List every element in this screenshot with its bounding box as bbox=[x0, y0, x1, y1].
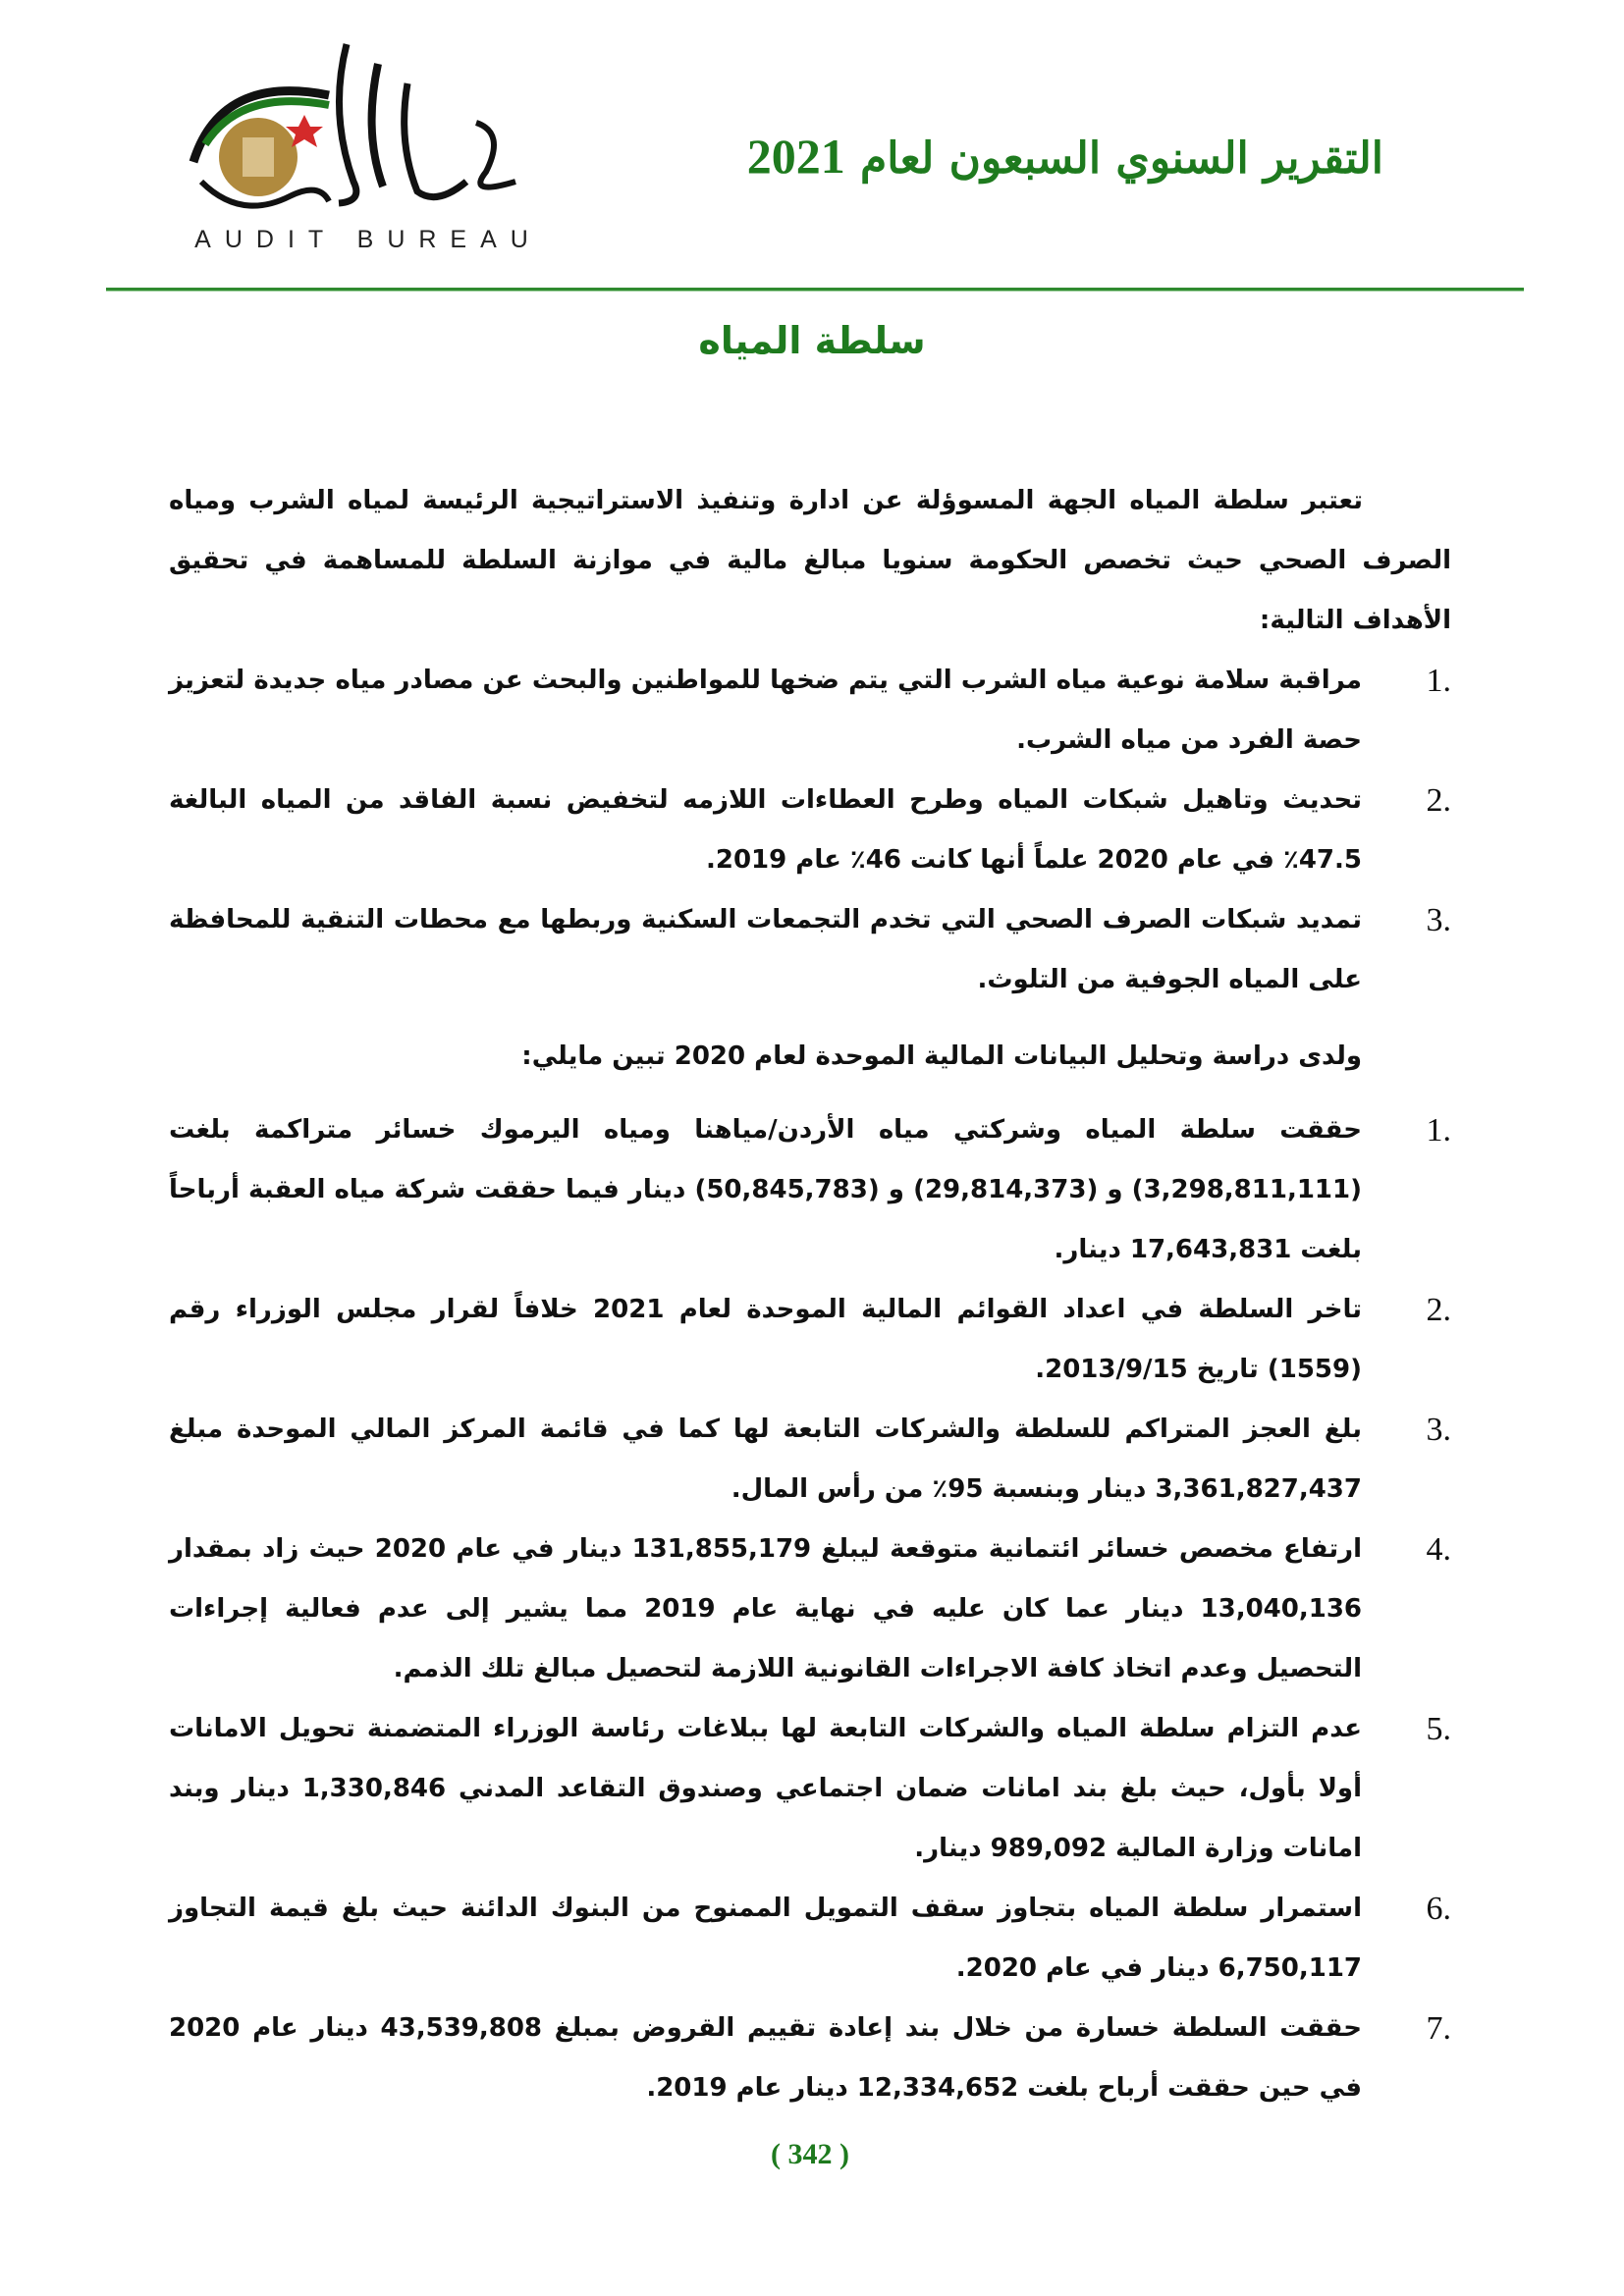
item-number: 2. bbox=[1426, 1292, 1451, 1328]
findings-lead: ولدى دراسة وتحليل البيانات المالية الموحدة لعام 2020 تبين مايلي: bbox=[521, 1041, 1362, 1071]
report-body bbox=[169, 471, 1451, 2171]
item-number: 6. bbox=[1426, 1891, 1451, 1927]
item-text: حققت السلطة خسارة من خلال بند إعادة تقييم القروض بمبلغ 43,539,808 دينار عام 2020 في حين حققت أرباح بلغت 12,334,652 دينار عام 2019. bbox=[169, 2013, 1362, 2103]
item-text: عدم التزام سلطة المياه والشركات التابعة لها ببلاغات رئاسة الوزراء المتضمنة تحويل الامانات أولا بأول، حيث بلغ بند امانات ضمان اجتماعي وصندوق التقاعد المدني 1,330,846 دينار وبند امانات وزارة المالية 989,092 دينار. bbox=[169, 1714, 1363, 1863]
item-text: مراقبة سلامة نوعية مياه الشرب التي يتم ضخها للمواطنين والبحث عن مصادر مياه جديدة لتعزيز حصة الفرد من مياه الشرب. bbox=[169, 666, 1362, 755]
finding-item bbox=[169, 1100, 1451, 1280]
report-title-text: التقرير السنوي السبعون لعام bbox=[860, 133, 1383, 184]
item-text: تمديد شبكات الصرف الصحي التي تخدم التجمعات السكنية وربطها مع محطات التنقية للمحافظة على المياه الجوفية من التلوث. bbox=[169, 905, 1362, 994]
finding-item bbox=[169, 1520, 1451, 1699]
item-number: 5. bbox=[1426, 1711, 1451, 1747]
header-divider bbox=[106, 288, 1524, 292]
item-number: 3. bbox=[1426, 1412, 1451, 1448]
logo-text: AUDIT BUREAU bbox=[194, 226, 542, 253]
intro-paragraph: تعتبر سلطة المياه الجهة المسوؤلة عن ادارة وتنفيذ الاستراتيجية الرئيسة لمياه الشرب ومياه الصرف الصحي حيث تخصص الحكومة سنويا مبالغ مالية في موازنة السلطة للمساهمة في تحقيق الأهداف التالية: bbox=[169, 486, 1451, 635]
logo-emblem-icon bbox=[182, 34, 555, 226]
item-text: بلغ العجز المتراكم للسلطة والشركات التابعة لها كما في قائمة المركز المالي الموحدة مبلغ 3,361,827,437 دينار وبنسبة 95٪ من رأس المال. bbox=[169, 1415, 1362, 1504]
page-number: ( 342 ) bbox=[771, 2138, 849, 2170]
finding-item bbox=[169, 1400, 1451, 1520]
goal-item bbox=[169, 890, 1451, 1010]
goal-item bbox=[169, 771, 1451, 890]
item-number: 1. bbox=[1426, 663, 1451, 699]
report-year: 2021 bbox=[746, 129, 845, 184]
item-number: 1. bbox=[1426, 1112, 1451, 1148]
report-title bbox=[747, 128, 1383, 185]
finding-item bbox=[169, 1879, 1451, 1999]
finding-item bbox=[169, 1699, 1451, 1879]
finding-item bbox=[169, 1280, 1451, 1400]
section-title: سلطة المياه bbox=[698, 319, 926, 362]
item-text: تاخر السلطة في اعداد القوائم المالية الموحدة لعام 2021 خلافاً لقرار مجلس الوزراء رقم (1559) تاريخ 2013/9/15. bbox=[169, 1295, 1362, 1384]
item-text: استمرار سلطة المياه بتجاوز سقف التمويل الممنوح من البنوك الدائنة حيث بلغ قيمة التجاوز 6,750,117 دينار في عام 2020. bbox=[169, 1894, 1362, 1983]
finding-item bbox=[169, 1999, 1451, 2118]
item-number: 2. bbox=[1426, 782, 1451, 819]
item-text: تحديث وتاهيل شبكات المياه وطرح العطاءات اللازمه لتخفيض نسبة الفاقد من المياه البالغة 47.5٪ في عام 2020 علماً أنها كانت 46٪ عام 2019. bbox=[169, 785, 1362, 875]
item-number: 3. bbox=[1426, 902, 1451, 938]
audit-bureau-logo bbox=[182, 34, 555, 255]
item-text: حققت سلطة المياه وشركتي مياه الأردن/مياهنا ومياه اليرموك خسائر متراكمة بلغت (3,298,811,111) و (29,814,373) و (50,845,783) دينار فيما حققت شركة مياه العقبة أرباحاً بلغت 17,643,831 دينار. bbox=[169, 1115, 1362, 1264]
item-text: ارتفاع مخصص خسائر ائتمانية متوقعة ليبلغ 131,855,179 دينار في عام 2020 حيث زاد بمقدار 13,040,136 دينار عما كان عليه في نهاية عام 2019 مما يشير إلى عدم فعالية إجراءات التحصيل وعدم اتخاذ كافة الاجراءات القانونية اللازمة لتحصيل مبالغ تلك الذمم. bbox=[169, 1534, 1362, 1683]
item-number: 7. bbox=[1426, 2010, 1451, 2047]
goal-item bbox=[169, 651, 1451, 771]
item-number: 4. bbox=[1426, 1531, 1451, 1568]
